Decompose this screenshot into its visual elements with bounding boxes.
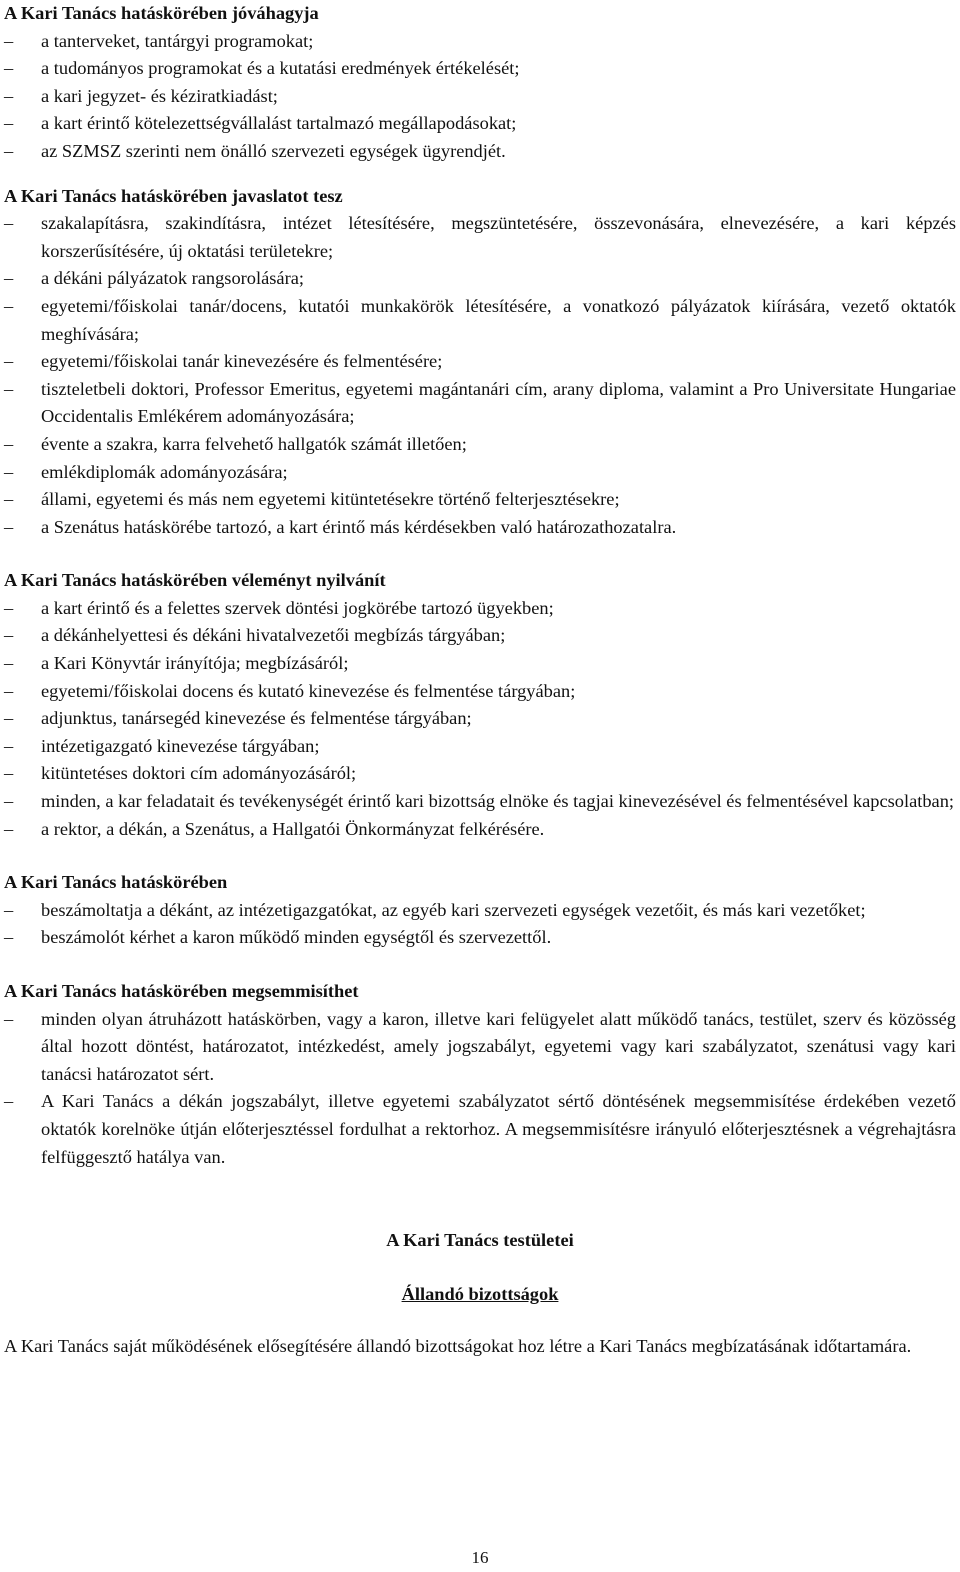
list-item <box>4 110 956 138</box>
list-item-text: emlékdiplomák adományozására; <box>41 461 288 482</box>
dash-marker: – <box>4 680 14 701</box>
dash-marker: – <box>4 653 14 674</box>
list-item <box>4 595 956 623</box>
list-item-text: a kari jegyzet- és kéziratkiadást; <box>41 85 278 106</box>
list-item-text: szakalapításra, szakindításra, intézet létesítésére, megszüntetésére, összevonására, elnevezésére, a kari képzés korszerűsítésére, új oktatási területekre; <box>41 213 956 261</box>
list-item-text: a Kari Könyvtár irányítója; megbízásáról; <box>41 653 349 674</box>
dash-marker: – <box>4 85 14 106</box>
dash-marker: – <box>4 140 14 161</box>
dash-marker: – <box>4 351 14 372</box>
list-item <box>4 138 956 166</box>
list-item <box>4 348 956 376</box>
dash-marker: – <box>4 268 14 289</box>
dash-marker: – <box>4 1091 14 1112</box>
section-heading: A Kari Tanács hatáskörében javaslatot tesz <box>4 185 343 206</box>
list-item-text: a kart érintő kötelezettségvállalást tartalmazó megállapodásokat; <box>41 113 517 134</box>
list-item <box>4 650 956 678</box>
list-item <box>4 1006 956 1089</box>
list-item <box>4 265 956 293</box>
dash-marker: – <box>4 489 14 510</box>
section-opinion <box>4 567 956 843</box>
chapter-title: A Kari Tanács testületei <box>386 1230 574 1251</box>
list-item <box>4 897 956 925</box>
page-number: 16 <box>471 1548 489 1567</box>
list-item-text: tiszteletbeli doktori, Professor Emeritus, egyetemi magántanári cím, arany diploma, valamint a Pro Universitate Hungariae Occidentalis Emlékérem adományozására; <box>41 378 956 427</box>
list-item <box>4 1088 956 1171</box>
list-item-text: a tudományos programokat és a kutatási eredmények értékelését; <box>41 58 520 79</box>
dash-marker: – <box>4 213 14 234</box>
list-item-text: kitüntetéses doktori cím adományozásáról; <box>41 763 357 784</box>
list-item-text: állami, egyetemi és más nem egyetemi kitüntetésekre történő felterjesztésekre; <box>41 489 620 510</box>
section-reports <box>4 869 956 952</box>
dash-marker: – <box>4 927 14 948</box>
item-list <box>4 210 956 541</box>
item-list <box>4 1006 956 1172</box>
list-item <box>4 28 956 56</box>
section-annuls <box>4 978 956 1171</box>
dash-marker: – <box>4 461 14 482</box>
section-heading: A Kari Tanács hatáskörében jóváhagyja <box>4 3 319 23</box>
section-heading: A Kari Tanács hatáskörében véleményt nyilvánít <box>4 570 386 591</box>
dash-marker: – <box>4 899 14 920</box>
document-content <box>4 0 956 1361</box>
dash-marker: – <box>4 433 14 454</box>
item-list <box>4 595 956 843</box>
list-item <box>4 293 956 348</box>
list-item-text: beszámoltatja a dékánt, az intézetigazgatókat, az egyéb kari szervezeti egységek vezetőit, és más kari vezetőket; <box>41 899 866 920</box>
list-item <box>4 678 956 706</box>
list-item-text: a dékáni pályázatok rangsorolására; <box>41 268 304 289</box>
item-list <box>4 28 956 166</box>
subchapter-title-text: Állandó bizottságok <box>401 1283 559 1304</box>
dash-marker: – <box>4 516 14 537</box>
list-item-text: minden, a kar feladatait és tevékenységét érintő kari bizottság elnöke és tagjai kinevezésével és felmentésével kapcsolatban; <box>41 791 955 812</box>
list-item-text: intézetigazgató kinevezése tárgyában; <box>41 735 320 756</box>
dash-marker: – <box>4 763 14 784</box>
list-item <box>4 83 956 111</box>
list-item <box>4 924 956 952</box>
list-item <box>4 431 956 459</box>
dash-marker: – <box>4 735 14 756</box>
list-item <box>4 760 956 788</box>
list-item-text: a dékánhelyettesi és dékáni hivatalvezetői megbízás tárgyában; <box>41 625 506 646</box>
list-item <box>4 622 956 650</box>
dash-marker: – <box>4 58 14 79</box>
dash-marker: – <box>4 1008 14 1029</box>
dash-marker: – <box>4 791 14 812</box>
section-approves <box>4 0 956 166</box>
list-item-text: a rektor, a dékán, a Szenátus, a Hallgatói Önkormányzat felkérésére. <box>41 818 545 839</box>
list-item-text: az SZMSZ szerinti nem önálló szervezeti egységek ügyrendjét. <box>41 140 506 161</box>
list-item-text: a tanterveket, tantárgyi programokat; <box>41 30 314 51</box>
list-item-text: egyetemi/főiskolai tanár/docens, kutatói munkakörök létesítésére, a vonatkozó pályázatok kiírására, vezető oktatók meghívására; <box>41 295 956 344</box>
dash-marker: – <box>4 818 14 839</box>
list-item-text: évente a szakra, karra felvehető hallgatók számát illetően; <box>41 433 467 454</box>
list-item <box>4 733 956 761</box>
list-item-text: egyetemi/főiskolai tanár kinevezésére és felmentésére; <box>41 351 443 372</box>
subchapter-title <box>4 1281 956 1309</box>
dash-marker: – <box>4 708 14 729</box>
dash-marker: – <box>4 625 14 646</box>
section-proposes <box>4 183 956 542</box>
section-heading: A Kari Tanács hatáskörében <box>4 872 228 893</box>
list-item <box>4 514 956 542</box>
item-list <box>4 897 956 952</box>
dash-marker: – <box>4 378 14 399</box>
list-item-text: a kart érintő és a felettes szervek döntési jogkörébe tartozó ügyekben; <box>41 597 554 618</box>
section-heading: A Kari Tanács hatáskörében megsemmisíthet <box>4 981 359 1001</box>
list-item-text: A Kari Tanács a dékán jogszabályt, illetve egyetemi szabályzatot sértő döntésének megsemmisítése érdekében vezető oktatók korelnöke útján előterjesztéssel fordulhat a rektorhoz. A megsemmisítésre irányuló előterjesztésnek a végrehajtásra felfüggesztő hatálya van. <box>41 1091 956 1167</box>
list-item-text: adjunktus, tanársegéd kinevezése és felmentése tárgyában; <box>41 708 472 729</box>
dash-marker: – <box>4 113 14 134</box>
list-item <box>4 376 956 431</box>
list-item <box>4 816 956 844</box>
dash-marker: – <box>4 597 14 618</box>
list-item <box>4 210 956 265</box>
list-item <box>4 788 956 816</box>
list-item <box>4 459 956 487</box>
list-item <box>4 705 956 733</box>
list-item-text: beszámolót kérhet a karon működő minden egységtől és szervezettől. <box>41 927 552 948</box>
list-item-text: egyetemi/főiskolai docens és kutató kinevezése és felmentése tárgyában; <box>41 680 576 701</box>
list-item-text: minden olyan átruházott hatáskörben, vagy a karon, illetve kari felügyelet alatt működő tanács, testület, szerv és közösség által hozott döntést, határozatot, intézkedést, amely jogszabályt, egyetemi vagy kari szabályzatot, szenátusi vagy kari tanácsi határozatot sért. <box>41 1008 956 1084</box>
list-item <box>4 55 956 83</box>
dash-marker: – <box>4 30 14 51</box>
dash-marker: – <box>4 295 14 316</box>
closing-paragraph: A Kari Tanács saját működésének elősegítésére állandó bizottságokat hoz létre a Kari Tanács megbízatásának időtartamára. <box>4 1336 912 1357</box>
list-item-text: a Szenátus hatáskörébe tartozó, a kart érintő más kérdésekben való határozathozatalra. <box>41 516 677 537</box>
list-item <box>4 486 956 514</box>
